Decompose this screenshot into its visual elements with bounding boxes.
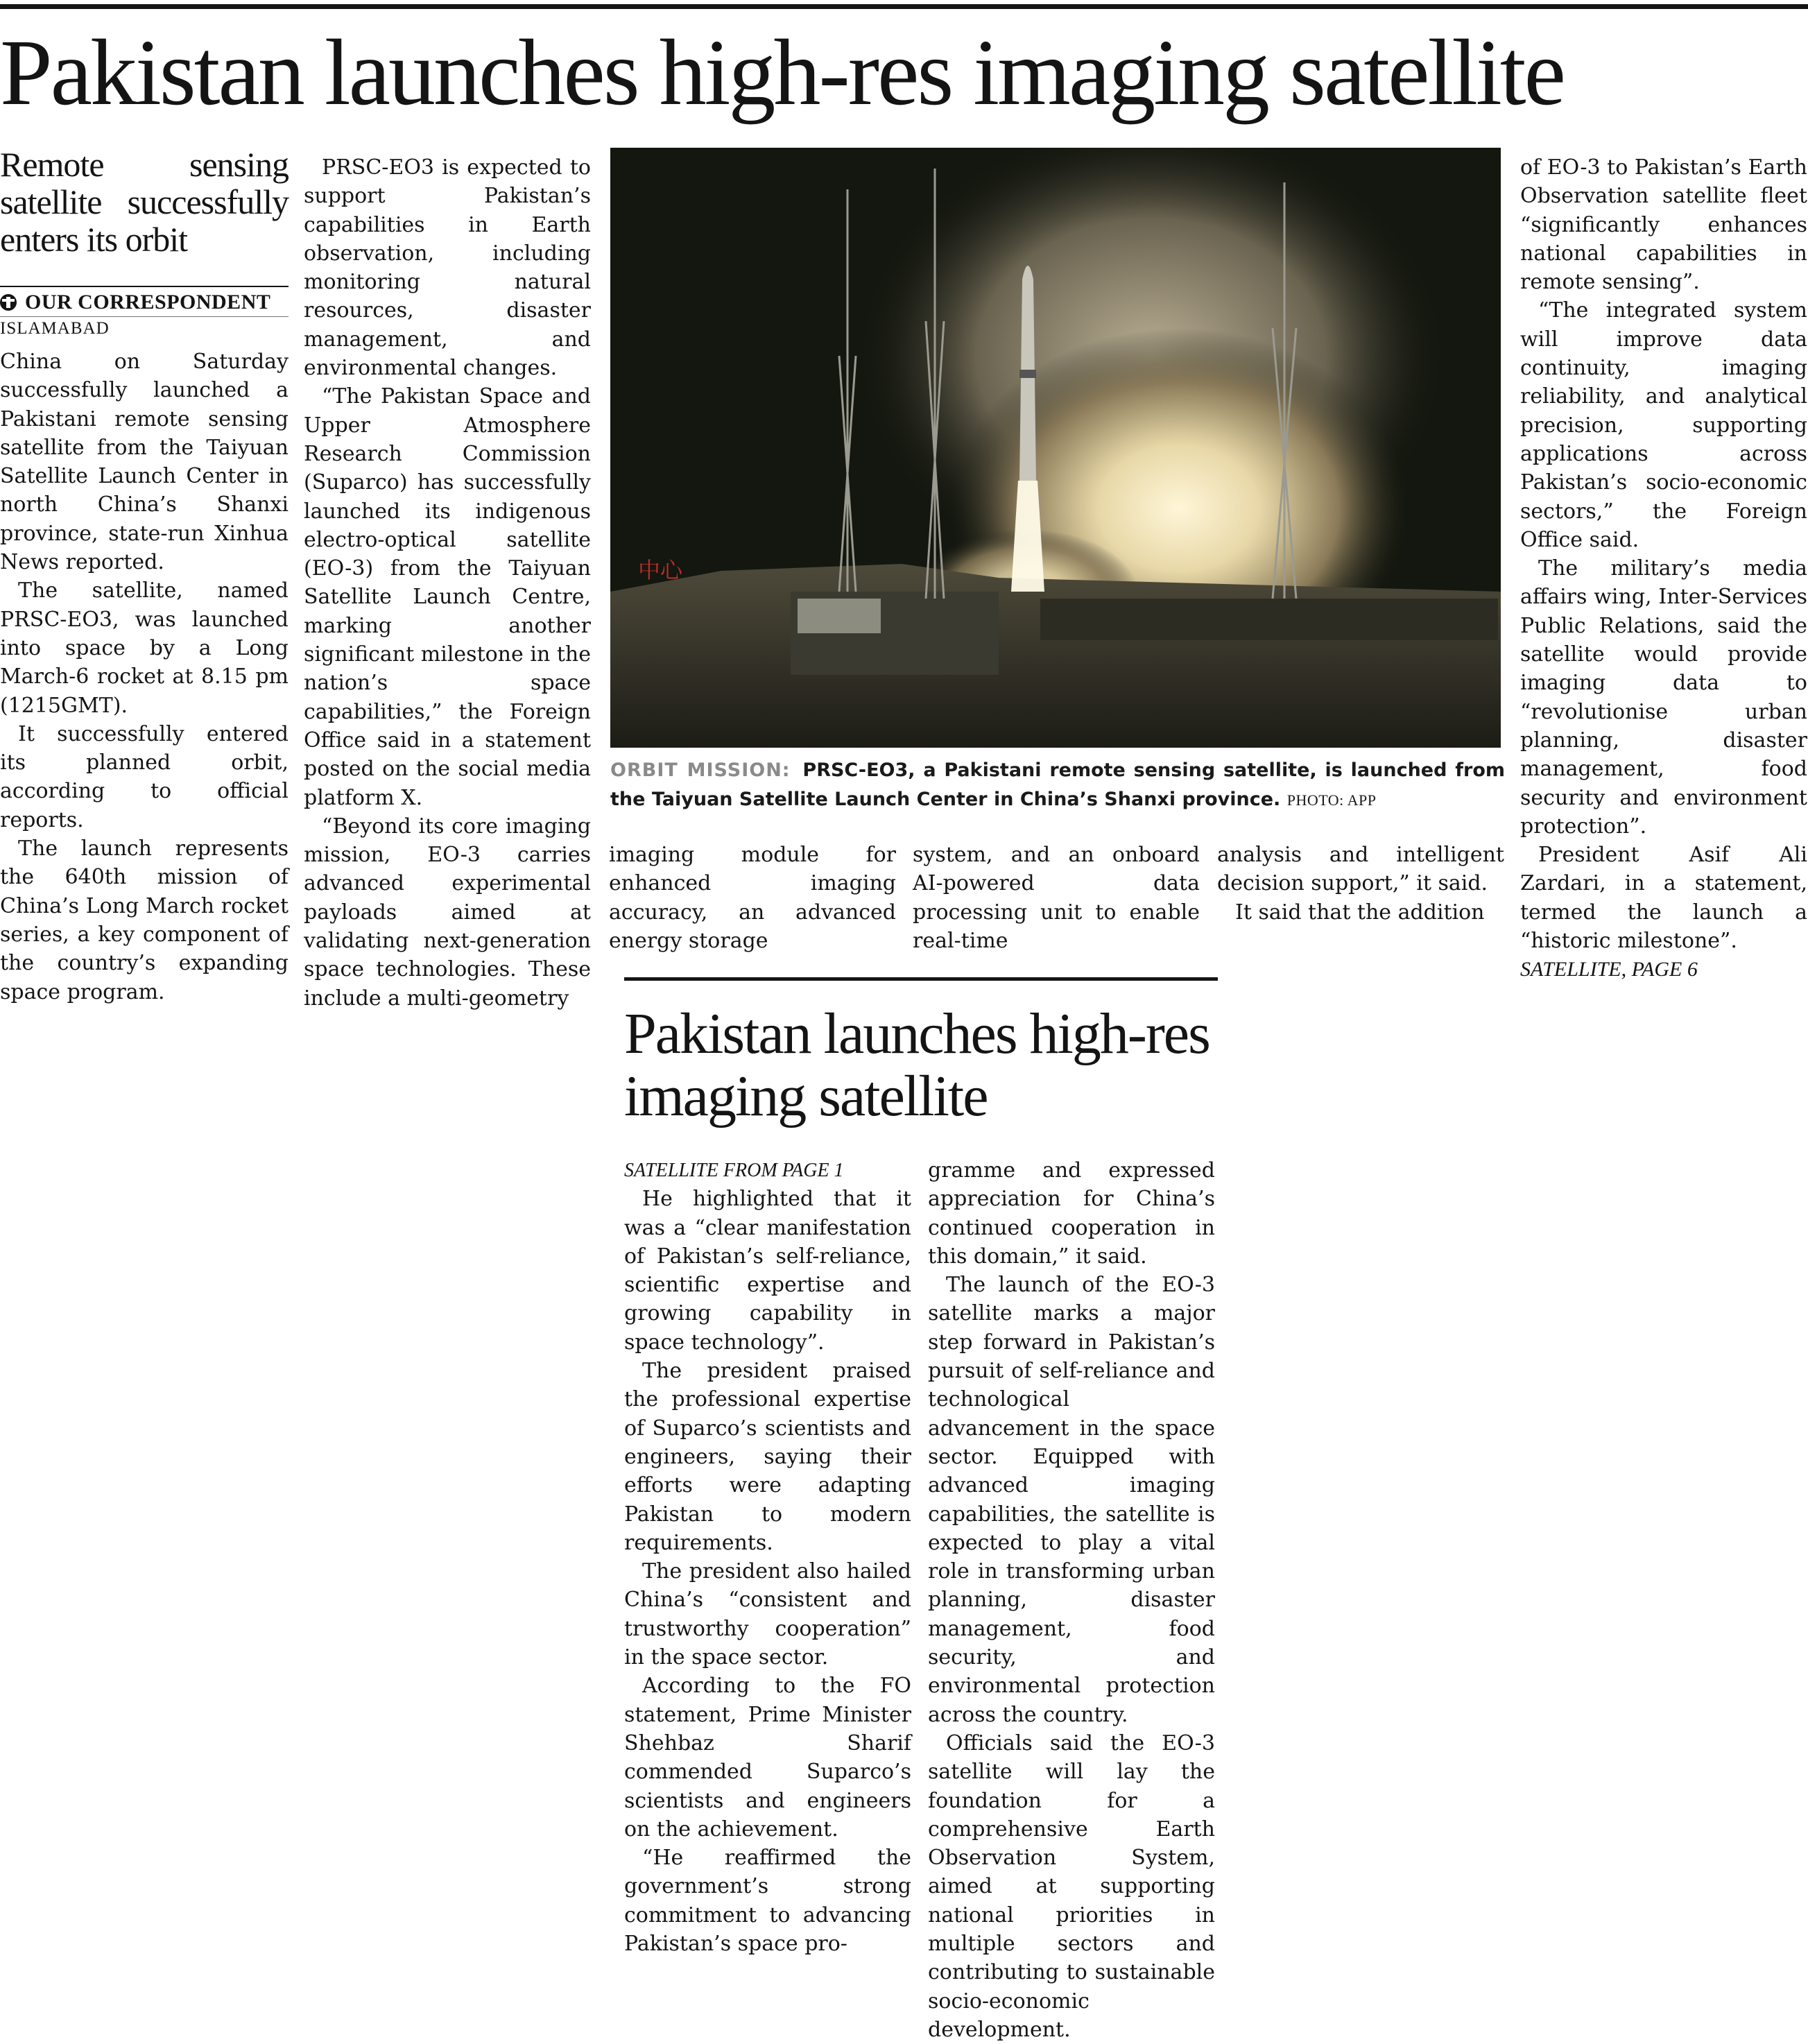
paragraph: It said that the addition xyxy=(1235,900,1485,925)
article-column-5 xyxy=(1217,841,1504,927)
paragraph: According to the FO statement, Prime Minister Shehbaz Sharif commended Suparco’s scientists and engineers on the achievement. xyxy=(624,1674,911,1841)
article-column-3 xyxy=(609,841,896,955)
photo-credit: PHOTO: APP xyxy=(1286,791,1377,809)
page-headline: Pakistan launches high-res imaging satellite xyxy=(0,21,1564,125)
byline xyxy=(0,287,289,316)
paragraph: The satellite, named PRSC-EO3, was launched into space by a Long March-6 rocket at 8.15 pm (1215GMT). xyxy=(0,578,289,718)
photo-sign-text: 中心 xyxy=(638,557,683,583)
continuation-column-2 xyxy=(928,1156,1215,2044)
caption-label: ORBIT MISSION: xyxy=(610,759,791,781)
paragraph: He highlighted that it was a “clear manifestation of Pakistan’s self-reliance, scientific expertise and growing capability in space technology”. xyxy=(624,1187,911,1355)
caption-text: PRSC-EO3, a Pakistani remote sensing satellite, is launched from the Taiyuan Satellite Launch Center in China’s Shanxi province. xyxy=(610,759,1505,810)
paragraph: “The integrated system will improve data continuity, imaging reliability, and analytical precision, supporting applications across Pakistan’s socio-economic sectors,” the Foreign Office said. xyxy=(1520,298,1807,552)
paragraph: PRSC-EO3 is expected to support Pakistan’s capabilities in Earth observation, including monitoring natural resources, disaster management, and environmental changes. xyxy=(304,155,591,381)
paragraph: Officials said the EO-3 satellite will lay the foundation for a comprehensive Earth Observation System, aimed at supporting national priorities in multiple sectors and contributing to sustainable socio-economic development. xyxy=(928,1730,1215,2042)
paragraph: The president praised the professional expertise of Suparco’s scientists and engineers, saying their efforts were adapting Pakistan to modern requirements. xyxy=(624,1359,911,1555)
dateline: ISLAMABAD xyxy=(0,316,289,341)
paragraph: “He reaffirmed the government’s strong commitment to advancing Pakistan’s space pro- xyxy=(624,1846,911,1957)
byline-text: OUR CORRESPONDENT xyxy=(25,291,271,314)
paragraph: It successfully entered its planned orbit, according to official reports. xyxy=(0,721,289,832)
article-column-6 xyxy=(1520,153,1807,984)
jump-line: SATELLITE, PAGE 6 xyxy=(1520,958,1698,981)
paragraph: China on Saturday successfully launched a Pakistani remote sensing satellite from the Taiyuan Satellite Launch Center in north China’s Shanxi province, state-run Xinhua News reported. xyxy=(0,350,289,575)
paragraph: analysis and intelligent decision support,” it said. xyxy=(1217,843,1504,896)
article-column-1 xyxy=(0,146,289,1006)
paragraph: system, and an onboard AI-powered data processing unit to enable real-time xyxy=(913,843,1200,953)
continuation-rule xyxy=(624,977,1218,981)
paragraph: The president also hailed China’s “consistent and trustworthy cooperation” in the space sector. xyxy=(624,1559,911,1670)
continuation-headline: Pakistan launches high-res imaging satellite xyxy=(624,1002,1209,1128)
article-column-2 xyxy=(304,153,591,1013)
paragraph: gramme and expressed appreciation for China’s continued cooperation in this domain,” it said. xyxy=(928,1158,1215,1269)
paragraph: The military’s media affairs wing, Inter-Services Public Relations, said the satellite would provide imaging data to “revolutionise urban planning, disaster management, food security and environment protection”. xyxy=(1520,556,1807,839)
paragraph: The launch represents the 640th mission of China’s Long March rocket series, a key component of the country’s expanding space program. xyxy=(0,836,289,1004)
photo-caption xyxy=(610,756,1505,815)
launch-photo xyxy=(610,148,1501,748)
paragraph: of EO-3 to Pakistan’s Earth Observation satellite fleet “significantly enhances national capabilities in remote sensing”. xyxy=(1520,155,1807,295)
paragraph: “Beyond its core imaging mission, EO-3 carries advanced experimental payloads aimed at validating next-generation space technologies. These include a multi-geometry xyxy=(304,814,591,1011)
from-page-label: SATELLITE FROM PAGE 1 xyxy=(624,1160,844,1181)
article-column-4 xyxy=(913,841,1200,955)
paragraph: “The Pakistan Space and Upper Atmosphere Research Commission (Suparco) has successfully launched its indigenous electro-optical satellite (EO-3) from the Taiyuan Satellite Launch Centre, marking another significant milestone in the nation’s space capabilities,” the Foreign Office said in a statement posted on the social media platform X. xyxy=(304,384,591,810)
continuation-column-1 xyxy=(624,1156,911,1958)
newspaper-logo-icon xyxy=(0,294,17,311)
top-rule xyxy=(0,4,1808,9)
paragraph: imaging module for enhanced imaging accuracy, an advanced energy storage xyxy=(609,843,896,953)
deck-subheadline: Remote sensing satellite successfully enters its orbit xyxy=(0,145,289,259)
paragraph: The launch of the EO-3 satellite marks a major step forward in Pakistan’s pursuit of self-reliance and technological advancement in the space sector. Equipped with advanced imaging capabilities, the satellite is expected to play a vital role in transforming urban planning, disaster management, food security, and environmental protection across the country. xyxy=(928,1273,1215,1727)
paragraph: President Asif Ali Zardari, in a statement, termed the launch a “historic milestone”. xyxy=(1520,843,1807,954)
